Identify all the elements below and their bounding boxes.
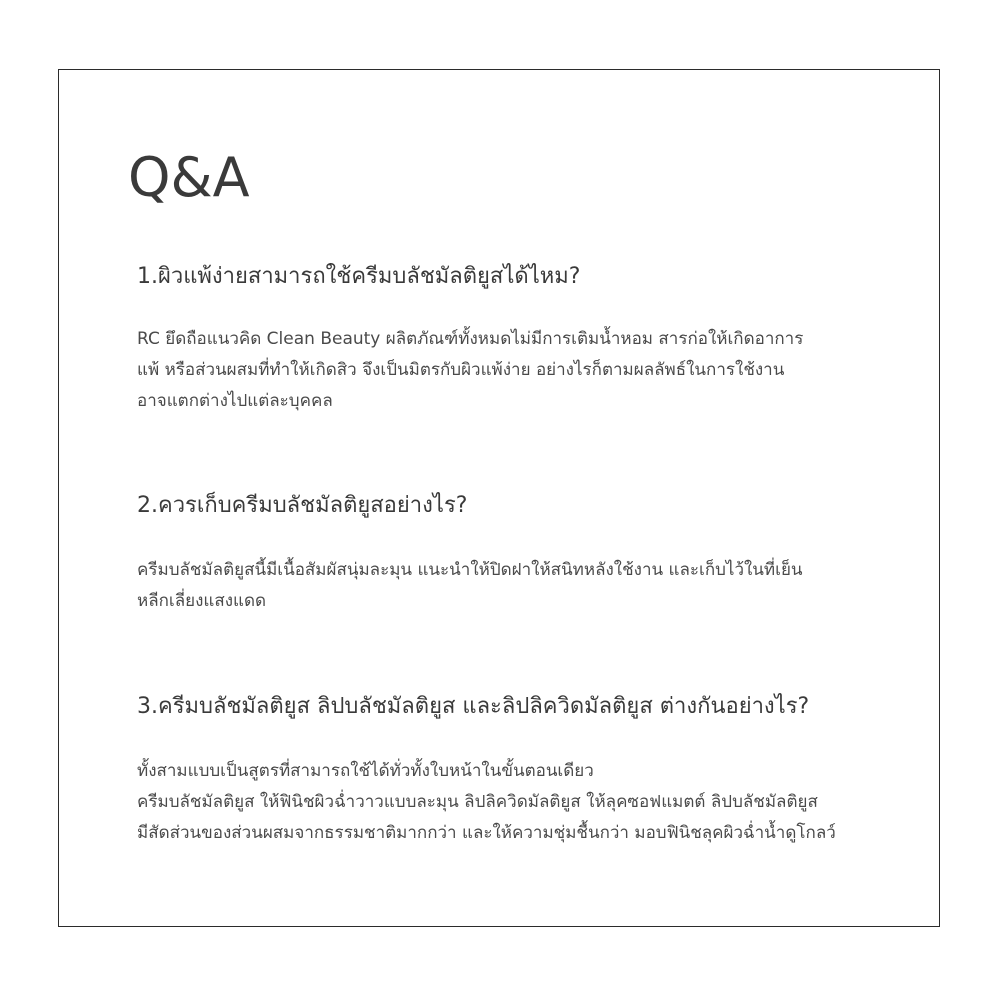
answer-2-line: หลีกเลี่ยงแสงแดด — [137, 591, 267, 611]
answer-3 — [137, 756, 836, 849]
answer-1-line: อาจแตกต่างไปแต่ละบุคคล — [137, 391, 333, 411]
answer-2-line: ครีมบลัชมัลติยูสนี้มีเนื้อสัมผัสนุ่มละมุน แนะนำให้ปิดฝาให้สนิทหลังใช้งาน และเก็บไว้ในที่เย็น — [137, 560, 803, 580]
answer-3-line: ทั้งสามแบบเป็นสูตรที่สามารถใช้ได้ทั่วทั้งใบหน้าในขั้นตอนเดียว — [137, 761, 594, 781]
answer-2 — [137, 555, 803, 617]
answer-1-line: แพ้ หรือส่วนผสมที่ทำให้เกิดสิว จึงเป็นมิตรกับผิวแพ้ง่าย อย่างไรก็ตามผลลัพธ์ในการใช้งาน — [137, 360, 785, 380]
answer-3-line: ครีมบลัชมัลติยูส ให้ฟินิชผิวฉ่ำวาวแบบละมุน ลิปลิควิดมัลติยูส ให้ลุคซอฟแมตต์ ลิปบลัชมัลติยูส — [137, 792, 818, 812]
question-2: 2.ควรเก็บครีมบลัชมัลติยูสอย่างไร? — [137, 493, 468, 518]
answer-1-line: RC ยึดถือแนวคิด Clean Beauty ผลิตภัณฑ์ทั้งหมดไม่มีการเติมน้ำหอม สารก่อให้เกิดอาการ — [137, 329, 804, 349]
answer-3-line: มีสัดส่วนของส่วนผสมจากธรรมชาติมากกว่า และให้ความชุ่มชื้นกว่า มอบฟินิชลุคผิวฉ่ำน้ำดูโกลว์ — [137, 823, 836, 843]
question-1: 1.ผิวแพ้ง่ายสามารถใช้ครีมบลัชมัลติยูสได้ไหม? — [137, 264, 581, 289]
answer-1 — [137, 324, 803, 417]
page-title: Q&A — [128, 146, 250, 209]
question-3: 3.ครีมบลัชมัลติยูส ลิปบลัชมัลติยูส และลิปลิควิดมัลติยูส ต่างกันอย่างไร? — [137, 694, 810, 719]
